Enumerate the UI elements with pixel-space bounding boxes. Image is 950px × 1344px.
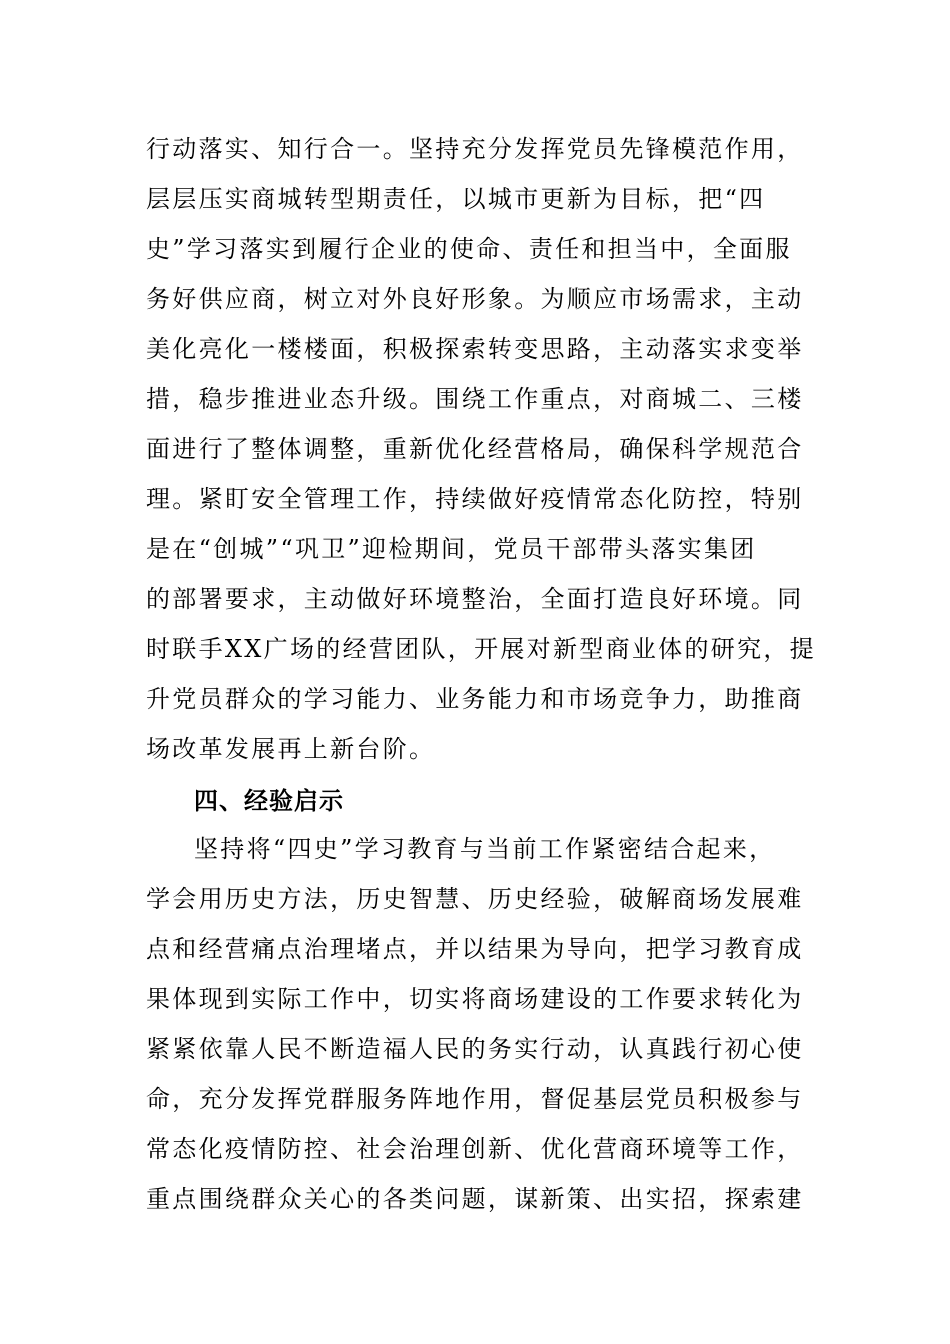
paragraph-1 — [146, 124, 816, 774]
paragraph-1-line: 时联手XX广场的经营团队，开展对新型商业体的研究，提 — [146, 635, 816, 663]
paragraph-2-line: 点和经营痛点治理堵点，并以结果为导向，把学习教育成 — [146, 935, 804, 963]
paragraph-1-line: 升党员群众的学习能力、业务能力和市场竞争力，助推商 — [146, 685, 804, 713]
paragraph-1-line: 面进行了整体调整，重新优化经营格局，确保科学规范合 — [146, 435, 804, 463]
paragraph-2-line: 坚持将“四史”学习教育与当前工作紧密结合起来， — [194, 835, 776, 863]
paragraph-1-line: 的部署要求，主动做好环境整治，全面打造良好环境。同 — [146, 585, 804, 613]
paragraph-1-line: 理。紧盯安全管理工作，持续做好疫情常态化防控，特别 — [146, 485, 804, 513]
paragraph-1-line: 美化亮化一楼楼面，积极探索转变思路，主动落实求变举 — [146, 335, 804, 363]
paragraph-1-line: 务好供应商，树立对外良好形象。为顺应市场需求，主动 — [146, 285, 804, 313]
paragraph-1-line: 场改革发展再上新台阶。 — [146, 735, 436, 763]
paragraph-1-line: 行动落实、知行合一。坚持充分发挥党员先锋模范作用， — [146, 135, 804, 163]
paragraph-1-line: 措，稳步推进业态升级。围绕工作重点，对商城二、三楼 — [146, 385, 804, 413]
paragraph-2-line: 紧紧依靠人民不断造福人民的务实行动，认真践行初心使 — [146, 1035, 804, 1063]
paragraph-1-line: 层层压实商城转型期责任，以城市更新为目标，把“四 — [146, 185, 766, 213]
paragraph-2-line: 学会用历史方法，历史智慧、历史经验，破解商场发展难 — [146, 885, 804, 913]
paragraph-2 — [146, 824, 812, 1224]
paragraph-2-line: 重点围绕群众关心的各类问题，谋新策、出实招，探索建 — [146, 1185, 804, 1213]
paragraph-2-line: 常态化疫情防控、社会治理创新、优化营商环境等工作， — [146, 1135, 804, 1163]
section-heading: 四、经验启示 — [194, 787, 344, 815]
paragraph-2-line: 命，充分发挥党群服务阵地作用，督促基层党员积极参与 — [146, 1085, 804, 1113]
paragraph-1-line: 是在“创城”“巩卫”迎检期间，党员干部带头落实集团 — [146, 535, 757, 563]
paragraph-2-line: 果体现到实际工作中，切实将商场建设的工作要求转化为 — [146, 985, 804, 1013]
paragraph-1-line: 史”学习落实到履行企业的使命、责任和担当中，全面服 — [146, 235, 792, 263]
